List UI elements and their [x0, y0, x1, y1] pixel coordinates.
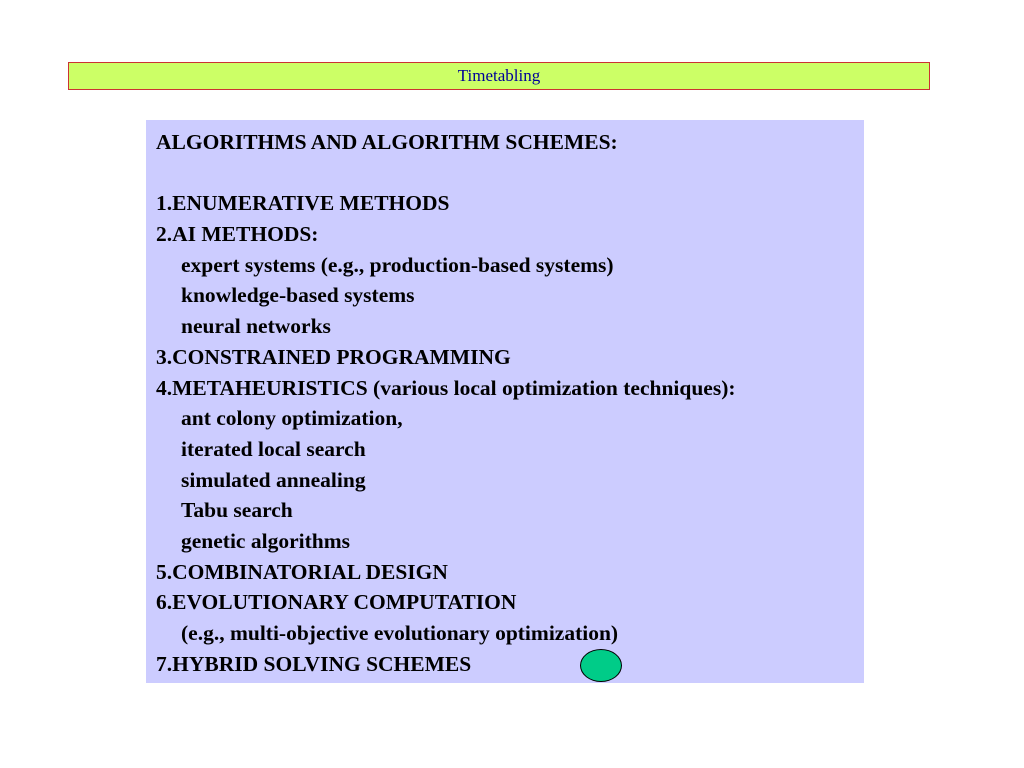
content-heading: ALGORITHMS AND ALGORITHM SCHEMES: — [156, 130, 618, 154]
list-subitem: knowledge-based systems — [181, 283, 415, 308]
slide-title: Timetabling — [457, 66, 541, 85]
list-item: 5.COMBINATORIAL DESIGN — [156, 559, 448, 584]
list-item: 7.HYBRID SOLVING SCHEMES — [156, 651, 472, 676]
action-oval-button[interactable] — [580, 649, 622, 682]
list-subitem: neural networks — [181, 314, 331, 339]
list-subitem: ant colony optimization, — [181, 406, 403, 431]
list-subitem: expert systems (e.g., production-based systems) — [181, 252, 614, 277]
slide-title-bar — [68, 62, 930, 90]
list-item: 6.EVOLUTIONARY COMPUTATION — [156, 590, 517, 615]
list-item: 3.CONSTRAINED PROGRAMMING — [156, 344, 511, 369]
list-subitem: simulated annealing — [181, 467, 366, 492]
list-item: 4.METAHEURISTICS (various local optimization techniques): — [156, 375, 736, 400]
list-subitem: genetic algorithms — [181, 528, 350, 553]
list-subitem: iterated local search — [181, 436, 366, 461]
list-subitem: Tabu search — [181, 498, 293, 523]
content-panel — [146, 120, 864, 683]
list-item: 1.ENUMERATIVE METHODS — [156, 191, 450, 216]
list-subitem: (e.g., multi-objective evolutionary optimization) — [181, 621, 619, 645]
spacer — [156, 158, 864, 189]
list-item: 2.AI METHODS: — [156, 222, 319, 247]
